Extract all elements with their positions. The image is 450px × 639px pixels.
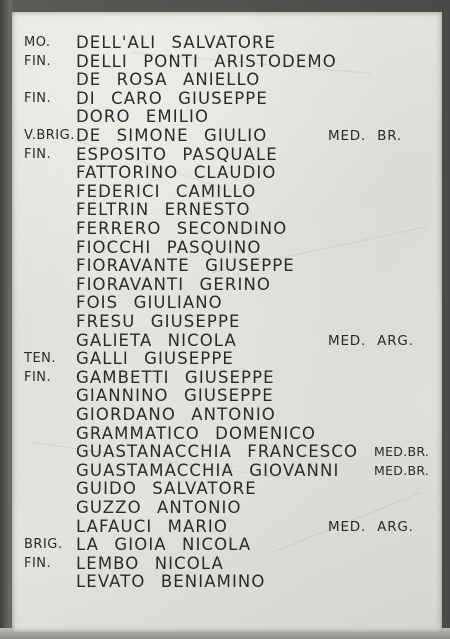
engraved-name: GUASTANACCHIA FRANCESCO [76, 442, 359, 462]
inscription-row [12, 406, 442, 424]
engraved-name: LEVATO BENIAMINO [76, 572, 266, 592]
engraved-name: GUZZO ANTONIO [76, 498, 242, 517]
engraved-name: GIANNINO GIUSEPPE [76, 386, 274, 406]
inscription-row [12, 220, 442, 238]
rank-abbreviation: V.BRIG. [24, 128, 75, 143]
inscription-row [12, 462, 442, 480]
inscription-row [12, 332, 442, 350]
medal-annotation: MED. BR. [328, 128, 403, 144]
engraved-name: FEDERICI CAMILLO [76, 181, 257, 201]
medal-annotation: MED. ARG. [328, 518, 414, 535]
engraved-name: FIORAVANTE GIUSEPPE [76, 256, 295, 276]
engraved-name: FOIS GIULIANO [76, 293, 223, 313]
inscription-row [12, 313, 442, 331]
medal-annotation: MED.BR. [374, 462, 430, 478]
inscription-row [12, 71, 442, 89]
inscription-row [12, 499, 442, 517]
inscription-row [12, 90, 442, 108]
inscription-row [12, 536, 442, 554]
rank-abbreviation: FIN. [24, 53, 52, 69]
engraved-name: FIOCCHI PASQUINO [76, 237, 262, 257]
engraved-name: DORO EMILIO [76, 107, 210, 127]
engraved-name: DELL'ALI SALVATORE [76, 33, 277, 52]
rank-abbreviation: BRIG. [24, 537, 63, 553]
inscription-row [12, 480, 442, 498]
inscription-row [12, 127, 442, 145]
engraved-name: DI CARO GIUSEPPE [76, 88, 268, 108]
inscription-row [12, 518, 442, 536]
inscription-row [12, 183, 442, 201]
engraved-name: GUASTAMACCHIA GIOVANNI [76, 460, 340, 480]
engraved-name: GAMBETTI GIUSEPPE [76, 367, 275, 387]
inscription-row [12, 573, 442, 591]
engraved-name: LEMBO NICOLA [76, 553, 224, 573]
rank-abbreviation: FIN. [24, 90, 52, 106]
engraved-name: FERRERO SECONDINO [76, 219, 288, 238]
rank-abbreviation: FIN. [24, 555, 52, 571]
rank-abbreviation: FIN. [24, 369, 52, 385]
inscription-row [12, 425, 442, 443]
inscription-row [12, 53, 442, 71]
engraved-name: DELLI PONTI ARISTODEMO [76, 51, 337, 71]
engraved-name: LA GIOIA NICOLA [76, 535, 252, 555]
inscription-row [12, 555, 442, 573]
rank-abbreviation: MO. [24, 35, 51, 50]
marble-memorial-plaque [12, 12, 442, 632]
rank-abbreviation: TEN. [24, 351, 57, 367]
engraved-name: GUIDO SALVATORE [76, 479, 257, 499]
inscription-row [12, 108, 442, 126]
inscription-row [12, 146, 442, 164]
inscription-row [12, 369, 442, 387]
inscription-row [12, 387, 442, 405]
engraved-name: GIORDANO ANTONIO [76, 405, 276, 424]
engraved-name: FELTRIN ERNESTO [76, 200, 251, 220]
inscription-row [12, 201, 442, 219]
engraved-name: LAFAUCI MARIO [76, 516, 228, 536]
engraved-name: GRAMMATICO DOMENICO [76, 423, 317, 443]
medal-annotation: MED. ARG. [328, 332, 414, 349]
inscription-row [12, 239, 442, 257]
engraved-name: FRESU GIUSEPPE [76, 312, 241, 331]
engraved-name: ESPOSITO PASQUALE [76, 144, 278, 164]
inscription-row [12, 257, 442, 275]
engraved-name: DE SIMONE GIULIO [76, 126, 268, 145]
engraved-name: DE ROSA ANIELLO [76, 70, 261, 90]
inscription-row [12, 443, 442, 461]
inscription-row [12, 350, 442, 368]
medal-annotation: MED.BR. [374, 444, 430, 460]
engraved-name: FATTORINO CLAUDIO [76, 163, 277, 183]
inscription-row [12, 294, 442, 312]
engraved-name: FIORAVANTI GERINO [76, 274, 271, 294]
engraved-name: GALIETA NICOLA [76, 330, 237, 350]
inscription-row [12, 164, 442, 182]
inscription-row [12, 276, 442, 294]
rank-abbreviation: FIN. [24, 146, 52, 162]
inscription-row [12, 34, 442, 52]
engraved-name: GALLI GIUSEPPE [76, 349, 234, 369]
